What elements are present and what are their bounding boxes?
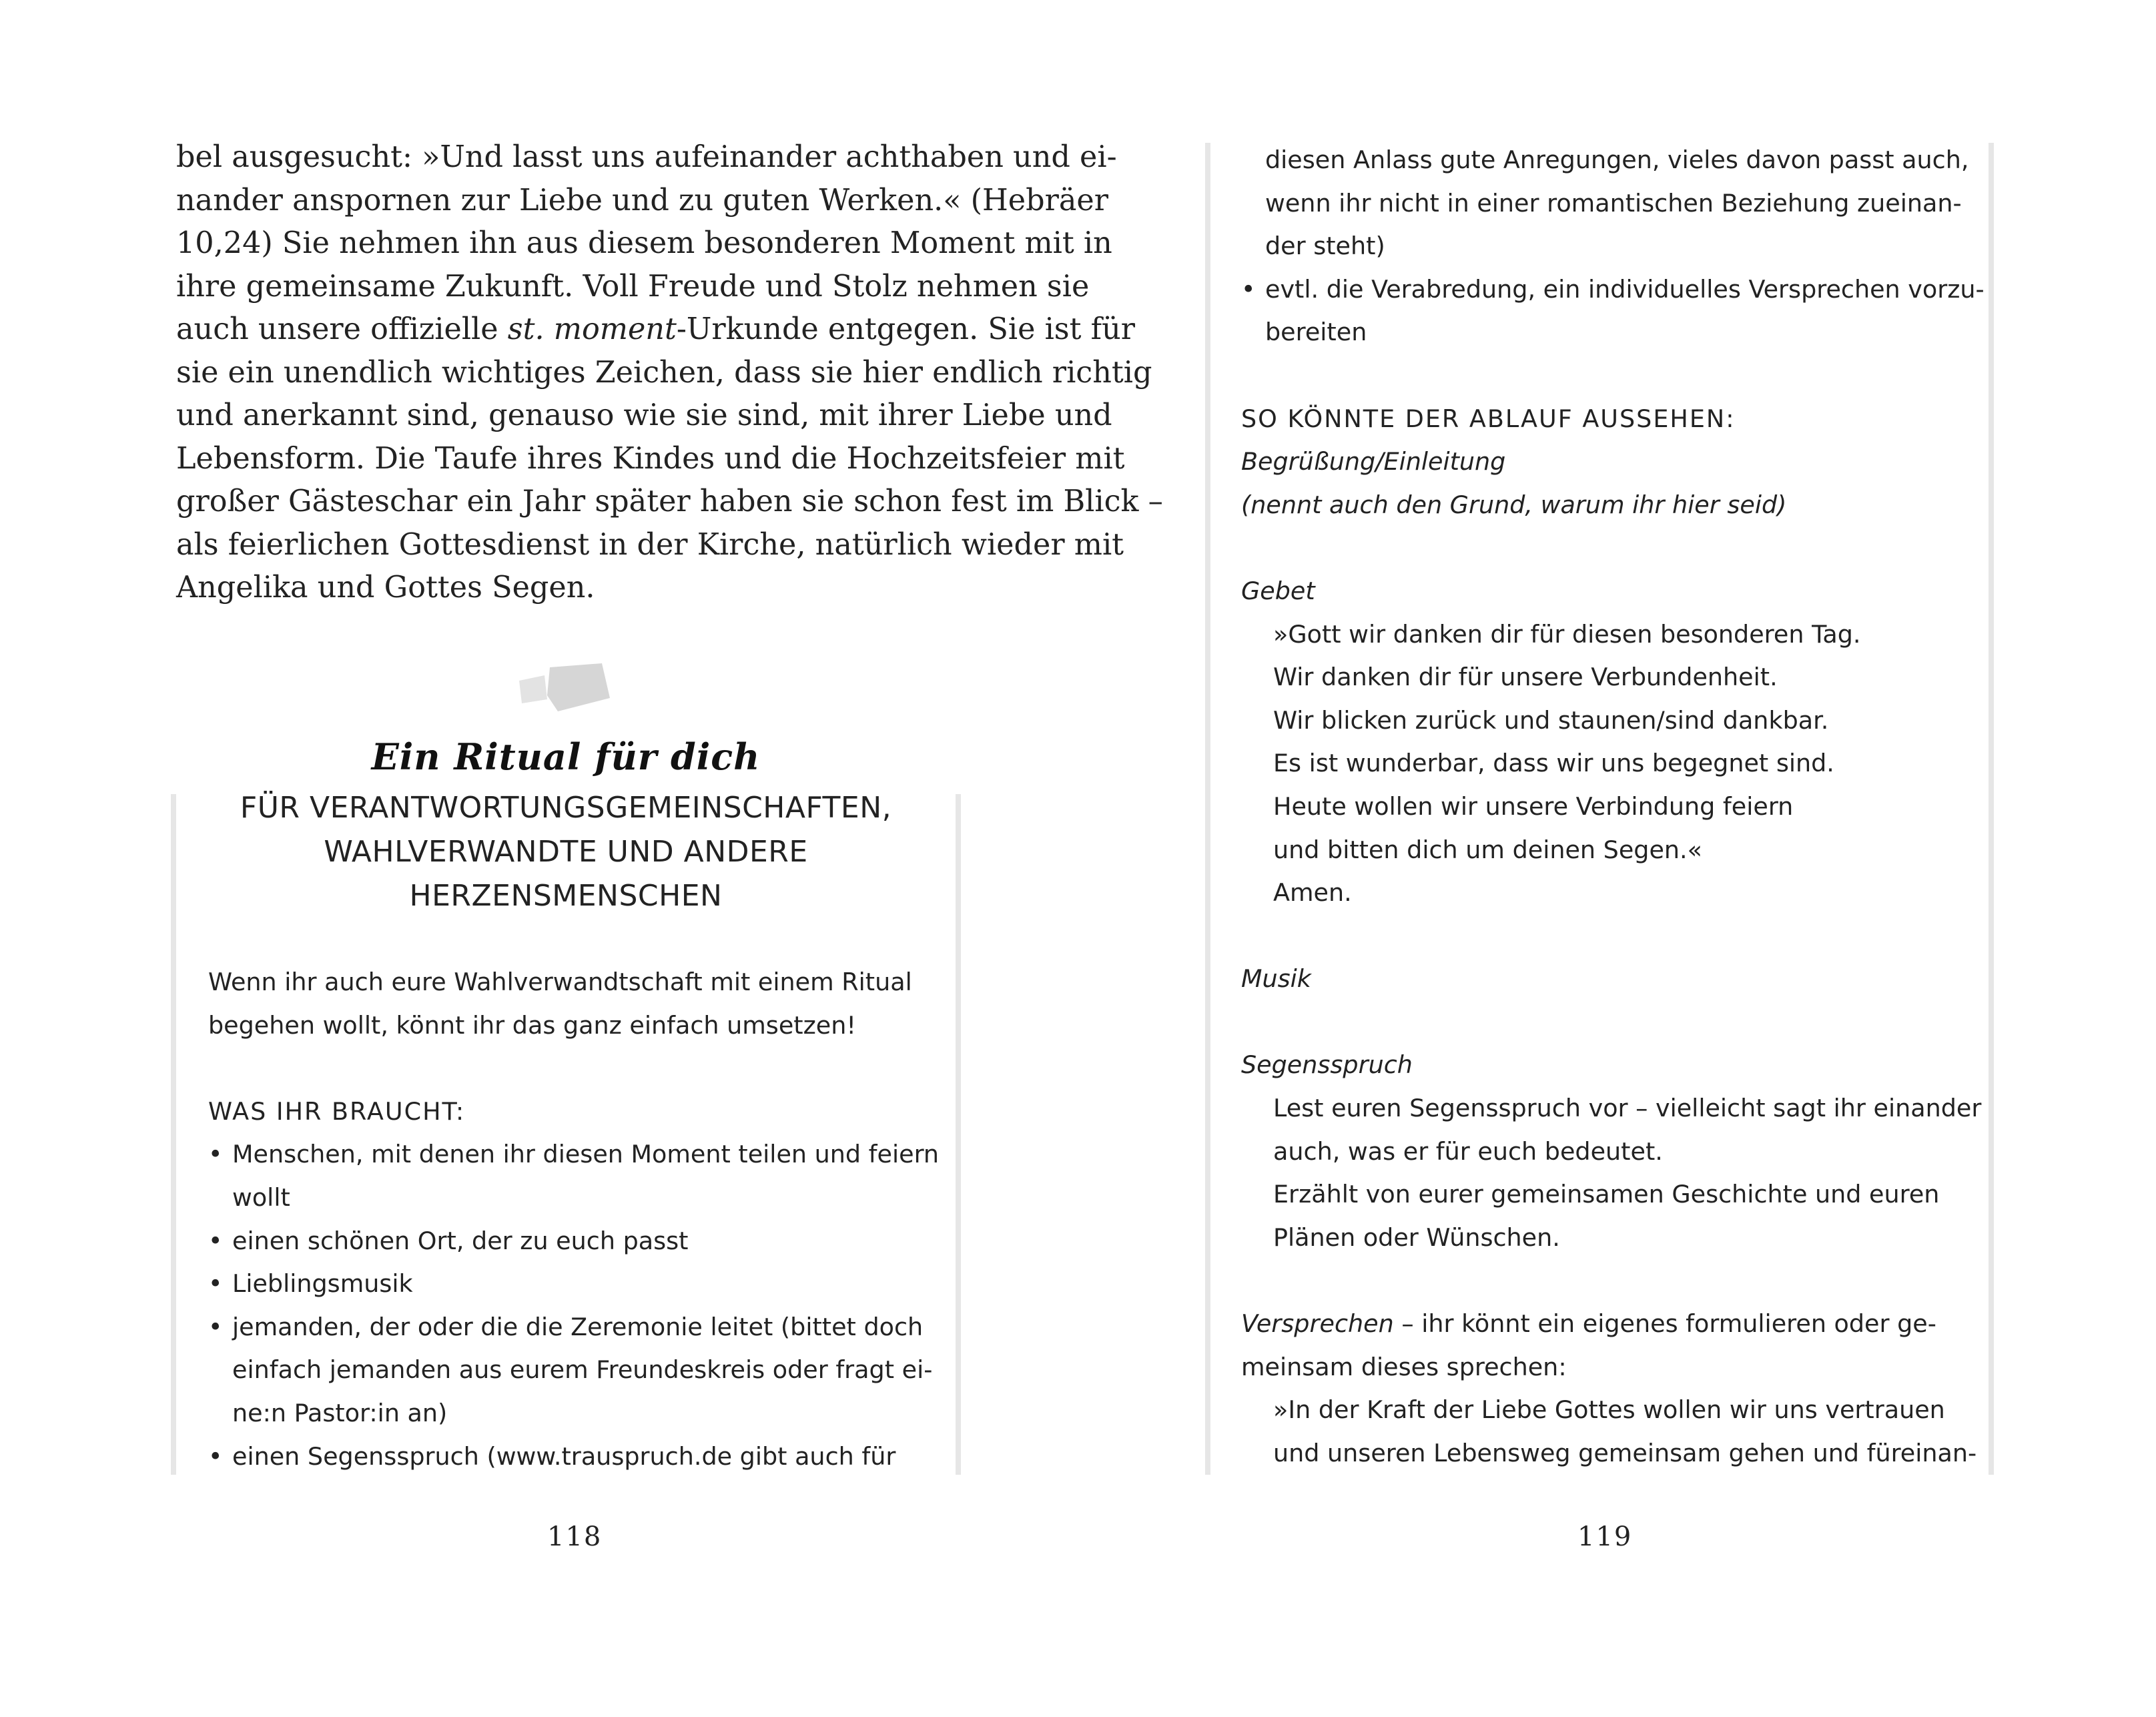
section-title: Gebet [1241, 576, 1315, 605]
story-line-part: -Urkunde entgegen. Sie ist für [676, 312, 1136, 346]
spacer [1241, 354, 1989, 398]
bullet-icon: • [208, 1441, 223, 1471]
story-line: 10,24) Sie nehmen ihn aus diesem besonderen Moment mit in [176, 226, 1112, 260]
blessing-line: Erzählt von eurer gemeinsamen Geschichte und euren [1273, 1180, 1940, 1209]
spacer [1241, 1001, 1989, 1044]
section-title: Musik [1241, 964, 1311, 994]
bullet-icon: • [208, 1226, 223, 1255]
page-number: 119 [1577, 1521, 1633, 1552]
prayer-line: »Gott wir danken dir für diesen besonderen Tag. [1273, 619, 1861, 649]
promise-intro-text: – ihr könnt ein eigenes formulieren oder ge- [1393, 1309, 1936, 1339]
bullet-icon: • [1241, 274, 1256, 304]
box-title-line: HERZENSMENSCHEN [409, 879, 723, 913]
bullet-icon: • [208, 1312, 223, 1341]
flow-heading: SO KÖNNTE DER ABLAUF AUSSEHEN: [1241, 404, 1736, 433]
spacer [1241, 527, 1989, 570]
list-text: wollt [232, 1182, 290, 1212]
section-note: (nennt auch den Grund, warum ihr hier seid) [1241, 490, 1787, 519]
spacer [1241, 1259, 1989, 1303]
blessing-line: auch, was er für euch bedeutet. [1273, 1136, 1663, 1166]
story-line: ihre gemeinsame Zukunft. Voll Freude und Stolz nehmen sie [176, 269, 1090, 304]
prayer-line: Wir danken dir für unsere Verbundenheit. [1273, 663, 1778, 692]
list-text: einen Segensspruch (www.trauspruch.de gibt auch für [232, 1441, 896, 1471]
list-text: einen schönen Ort, der zu euch passt [232, 1226, 689, 1255]
ritual-heading: Ein Ritual für dich [371, 735, 761, 778]
prayer-line: Heute wollen wir unsere Verbindung feiern [1273, 791, 1794, 821]
promise-intro-line: meinsam dieses sprechen: [1241, 1352, 1567, 1381]
brand-name: st. moment [507, 312, 677, 346]
blessing-line: Lest euren Segensspruch vor – vielleicht sagt ihr einander [1273, 1094, 1982, 1123]
list-text: bereiten [1265, 318, 1367, 347]
box-title-line: FÜR VERANTWORTUNGSGEMEINSCHAFTEN, [240, 791, 892, 825]
box-border-left [1205, 143, 1210, 1475]
promise-intro [1241, 1303, 1989, 1346]
story-line: als feierlichen Gottesdienst in der Kirche, natürlich wieder mit [176, 527, 1124, 562]
story-line: Lebensform. Die Taufe ihres Kindes und die Hochzeitsfeier mit [176, 441, 1125, 476]
prayer-line: Es ist wunderbar, dass wir uns begegnet sind. [1273, 749, 1834, 778]
box-border-right [1989, 143, 1994, 1475]
bullet-icon: • [208, 1140, 223, 1169]
blessing-line: Plänen oder Wünschen. [1273, 1223, 1560, 1252]
story-line: großer Gästeschar ein Jahr später haben sie schon fest im Blick – [176, 484, 1163, 519]
spacer [1241, 915, 1989, 958]
prayer-line: und bitten dich um deinen Segen.« [1273, 835, 1702, 864]
box-title-line: WAHLVERWANDTE UND ANDERE [324, 835, 808, 869]
list-text: Menschen, mit denen ihr diesen Moment teilen und feiern [232, 1140, 940, 1169]
list-text: jemanden, der oder die die Zeremonie leitet (bittet doch [232, 1312, 924, 1341]
list-text: evtl. die Verabredung, ein individuelles Versprechen vorzu- [1265, 274, 1985, 304]
needs-heading: WAS IHR BRAUCHT: [208, 1096, 466, 1126]
story-line: und anerkannt sind, genauso wie sie sind, mit ihrer Liebe und [176, 398, 1112, 432]
story-line: nander anspornen zur Liebe und zu guten Werken.« (Hebräer [176, 183, 1109, 218]
story-line-part: auch unsere offizielle [176, 312, 508, 346]
list-text: diesen Anlass gute Anregungen, vieles davon passt auch, [1265, 145, 1969, 174]
list-text: der steht) [1265, 232, 1385, 261]
intro-line: Wenn ihr auch eure Wahlverwandtschaft mit einem Ritual [208, 968, 912, 996]
story-line: bel ausgesucht: »Und lasst uns aufeinander achthaben und ei- [176, 140, 1117, 174]
section-title: Segensspruch [1241, 1050, 1413, 1080]
intro-line: begehen wollt, könnt ihr das ganz einfach umsetzen! [208, 1010, 856, 1040]
list-text: wenn ihr nicht in einer romantischen Beziehung zueinan- [1265, 188, 1962, 218]
list-line [1241, 268, 1989, 312]
ritual-box-text-continued [1241, 139, 1989, 1475]
prayer-line: Amen. [1273, 878, 1352, 908]
promise-line: »In der Kraft der Liebe Gottes wollen wir uns vertrauen [1273, 1395, 1945, 1425]
list-text: Lieblingsmusik [232, 1269, 413, 1299]
story-line: Angelika und Gottes Segen. [176, 571, 595, 605]
list-text: einfach jemanden aus eurem Freundeskreis oder fragt ei- [232, 1355, 933, 1385]
bullet-icon: • [208, 1269, 223, 1299]
story-line: sie ein unendlich wichtiges Zeichen, dass sie hier endlich richtig [176, 355, 1152, 390]
section-title: Versprechen [1241, 1309, 1394, 1339]
promise-line: und unseren Lebensweg gemeinsam gehen und füreinan- [1273, 1438, 1977, 1467]
page-number: 118 [547, 1521, 603, 1552]
prayer-line: Wir blicken zurück und staunen/sind dankbar. [1273, 705, 1829, 735]
section-title: Begrüßung/Einleitung [1241, 447, 1506, 476]
list-text: ne:n Pastor:in an) [232, 1398, 448, 1427]
